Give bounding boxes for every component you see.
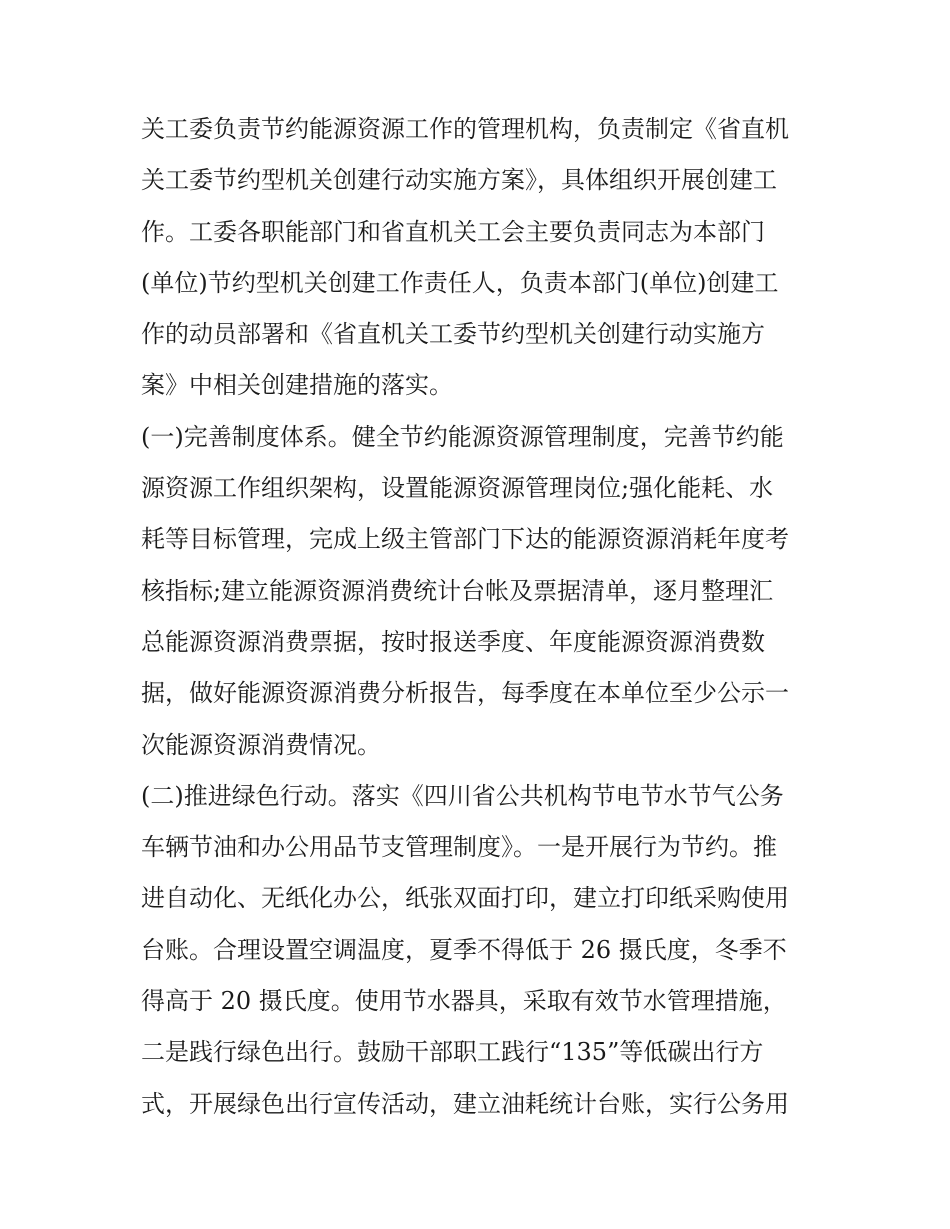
text-line: (单位)节约型机关创建工作责任人，负责本部门(单位)创建工 xyxy=(141,268,779,297)
text-line: 案》中相关创建措施的落实。 xyxy=(141,371,453,400)
text-line: 核指标;建立能源资源消费统计台帐及票据清单，逐月整理汇 xyxy=(141,576,774,605)
text-line: 式，开展绿色出行宣传活动，建立油耗统计台账，实行公务用 xyxy=(141,1089,789,1118)
text-line: 二是践行绿色出行。鼓励干部职工践行“135”等低碳出行方 xyxy=(141,1038,764,1067)
text-line: 关工委节约型机关创建行动实施方案》，具体组织开展创建工 xyxy=(141,166,777,195)
text-line: 据，做好能源资源消费分析报告，每季度在本单位至少公示一 xyxy=(141,679,789,708)
text-line: (二)推进绿色行动。落实《四川省公共机构节电节水节气公务 xyxy=(141,781,784,810)
text-line: 进自动化、无纸化办公，纸张双面打印，建立打印纸采购使用 xyxy=(141,884,789,913)
text-line: 源资源工作组织架构，设置能源资源管理岗位;强化能耗、水 xyxy=(141,474,774,503)
text-line: 次能源资源消费情况。 xyxy=(141,730,381,759)
text-line: 作。工委各职能部门和省直机关工会主要负责同志为本部门 xyxy=(141,217,765,246)
text-line: 车辆节油和办公用品节支管理制度》。一是开展行为节约。推 xyxy=(141,833,777,862)
body-text xyxy=(141,104,821,1130)
text-line: 总能源资源消费票据，按时报送季度、年度能源资源消费数 xyxy=(141,627,765,656)
text-line: 耗等目标管理，完成上级主管部门下达的能源资源消耗年度考 xyxy=(141,525,789,554)
text-line: 得高于 20 摄氏度。使用节水器具，采取有效节水管理措施， xyxy=(141,987,787,1016)
text-line: 台账。合理设置空调温度，夏季不得低于 26 摄氏度，冬季不 xyxy=(141,935,787,964)
text-line: 作的动员部署和《省直机关工委节约型机关创建行动实施方 xyxy=(141,320,765,349)
text-line: (一)完善制度体系。健全节约能源资源管理制度，完善节约能 xyxy=(141,422,784,451)
text-line: 关工委负责节约能源资源工作的管理机构，负责制定《省直机 xyxy=(141,115,789,143)
